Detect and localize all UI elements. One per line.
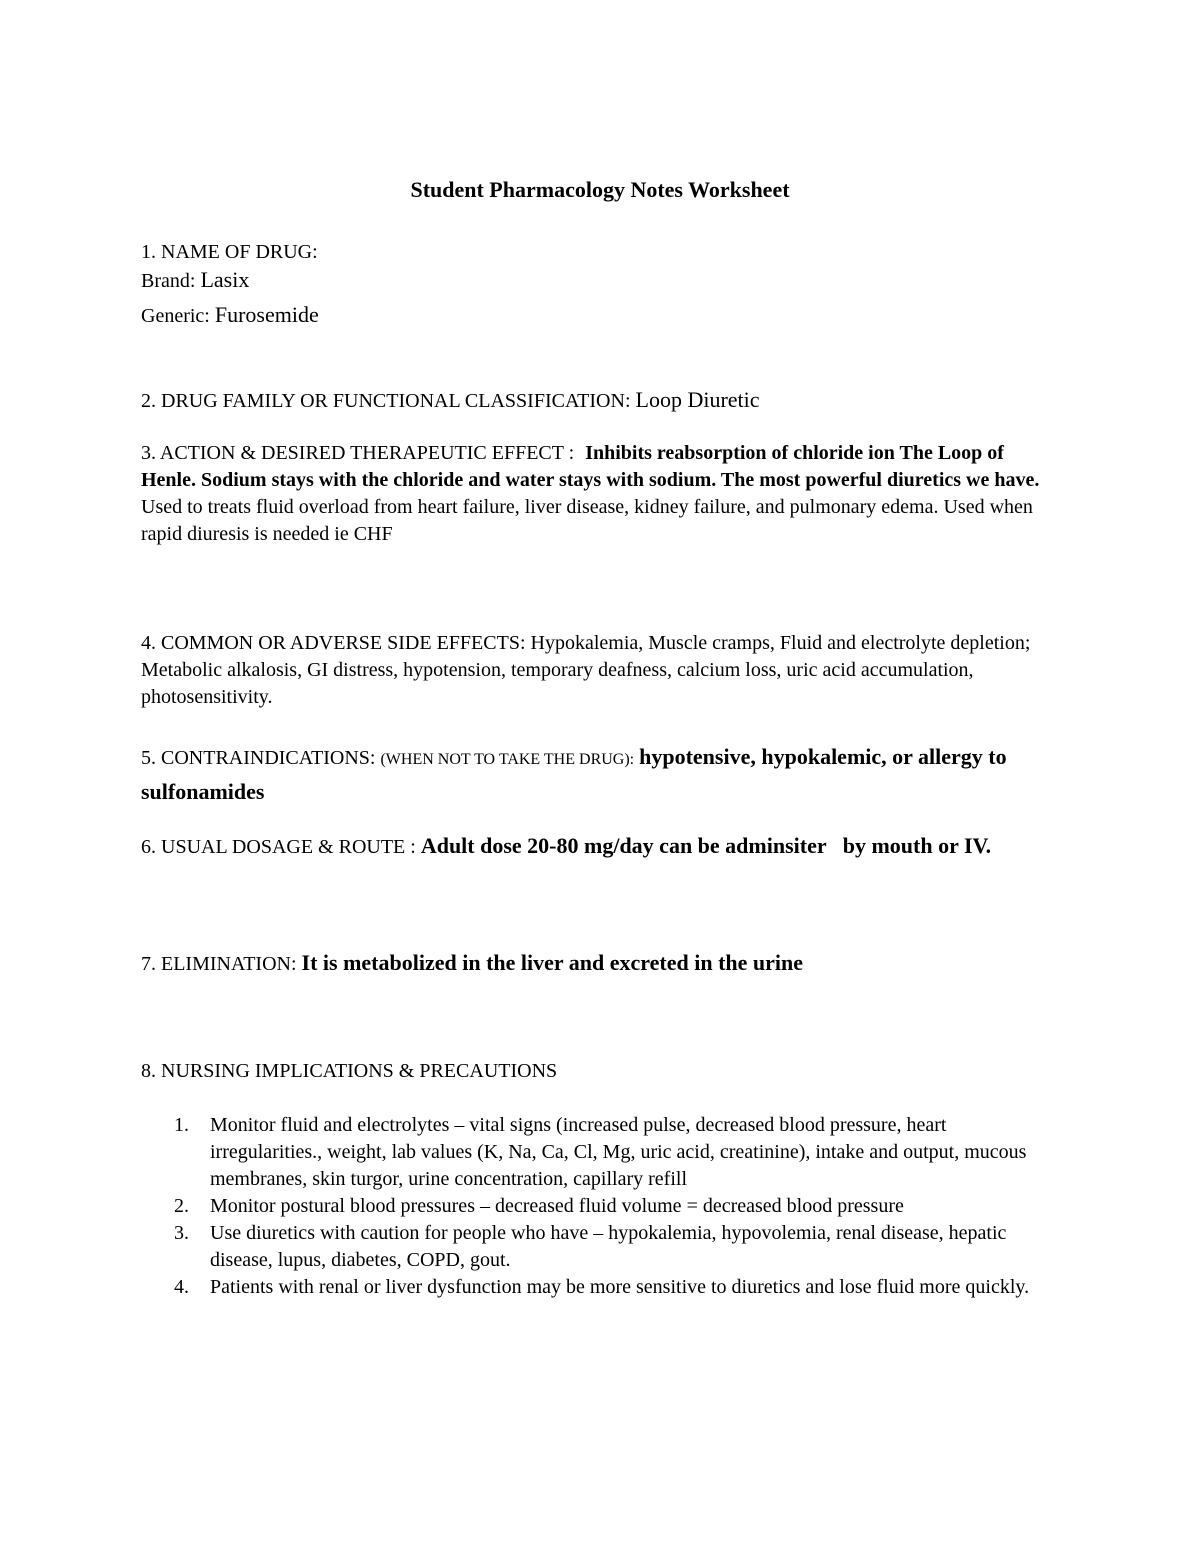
dosage-value: Adult dose 20-80 mg/day can be adminsiter by mouth or IV. <box>420 833 992 858</box>
list-item-number: 3. <box>174 1222 189 1244</box>
side-effects-label: 4. COMMON OR ADVERSE SIDE EFFECTS: <box>141 632 526 654</box>
nursing-list <box>141 1112 1061 1301</box>
classification-value: Loop Diuretic <box>635 387 760 412</box>
dosage-section <box>141 830 1061 863</box>
list-item-text: Monitor postural blood pressures – decreased fluid volume = decreased blood pressure <box>210 1195 904 1217</box>
list-item-text: Patients with renal or liver dysfunction may be more sensitive to diuretics and lose fluid more quickly. <box>210 1276 1030 1298</box>
name-of-drug-label: 1. NAME OF DRUG: <box>141 241 318 263</box>
contraindications-label: 5. CONTRAINDICATIONS: <box>141 747 376 769</box>
list-item-number: 4. <box>174 1276 189 1298</box>
elimination-section <box>141 947 1061 980</box>
nursing-list-item <box>141 1112 1061 1193</box>
contraindications-sub-label: (WHEN NOT TO TAKE THE DRUG): <box>380 751 635 768</box>
side-effects-value: Hypokalemia, Muscle cramps, Fluid and electrolyte depletion; Metabolic alkalosis, GI distress, hypotension, temporary deafness, calcium loss, uric acid accumulation, photosensitivity. <box>141 632 1031 708</box>
generic-label: Generic: <box>141 305 210 327</box>
action-bold-text: Inhibits reabsorption of chloride ion The Loop of Henle. Sodium stays with the chloride and water stays with sodium. The most powerful diuretics we have. <box>141 442 1040 491</box>
list-item-text: Use diuretics with caution for people who have – hypokalemia, hypovolemia, renal disease, hepatic disease, lupus, diabetes, COPD, gout. <box>210 1222 1007 1271</box>
side-effects-section <box>141 630 1061 711</box>
brand-value: Lasix <box>200 267 250 292</box>
contraindications-section <box>141 741 1061 809</box>
nursing-label: 8. NURSING IMPLICATIONS & PRECAUTIONS <box>141 1060 558 1082</box>
elimination-value: It is metabolized in the liver and excreted in the urine <box>301 950 804 975</box>
contraindications-value: hypotensive, hypokalemic, or allergy to sulfonamides <box>141 744 1007 804</box>
list-item-number: 2. <box>174 1195 189 1217</box>
list-item-text: Monitor fluid and electrolytes – vital signs (increased pulse, decreased blood pressure, heart irregularities., weight, lab values (K, Na, Ca, Cl, Mg, uric acid, creatinine), intake and output, mucous membranes, skin turgor, urine concentration, capillary refill <box>210 1114 1027 1190</box>
nursing-list-item <box>141 1193 1061 1220</box>
nursing-list-item <box>141 1220 1061 1274</box>
page-title: Student Pharmacology Notes Worksheet <box>410 177 790 202</box>
brand-label: Brand: <box>141 270 196 292</box>
name-of-drug-section <box>141 239 1061 330</box>
action-label: 3. ACTION & DESIRED THERAPEUTIC EFFECT : <box>141 442 575 464</box>
generic-value: Furosemide <box>214 302 319 327</box>
action-section <box>141 440 1061 548</box>
dosage-label: 6. USUAL DOSAGE & ROUTE : <box>141 836 416 858</box>
nursing-list-item <box>141 1274 1061 1301</box>
classification-section <box>141 386 1061 415</box>
brand-line <box>141 266 1061 295</box>
elimination-label: 7. ELIMINATION: <box>141 953 297 975</box>
generic-line <box>141 301 1061 330</box>
classification-label: 2. DRUG FAMILY OR FUNCTIONAL CLASSIFICATION: <box>141 390 631 412</box>
list-item-number: 1. <box>174 1114 189 1136</box>
action-plain-text: Used to treats fluid overload from heart failure, liver disease, kidney failure, and pulmonary edema. Used when rapid diuresis is needed ie CHF <box>141 496 1033 545</box>
